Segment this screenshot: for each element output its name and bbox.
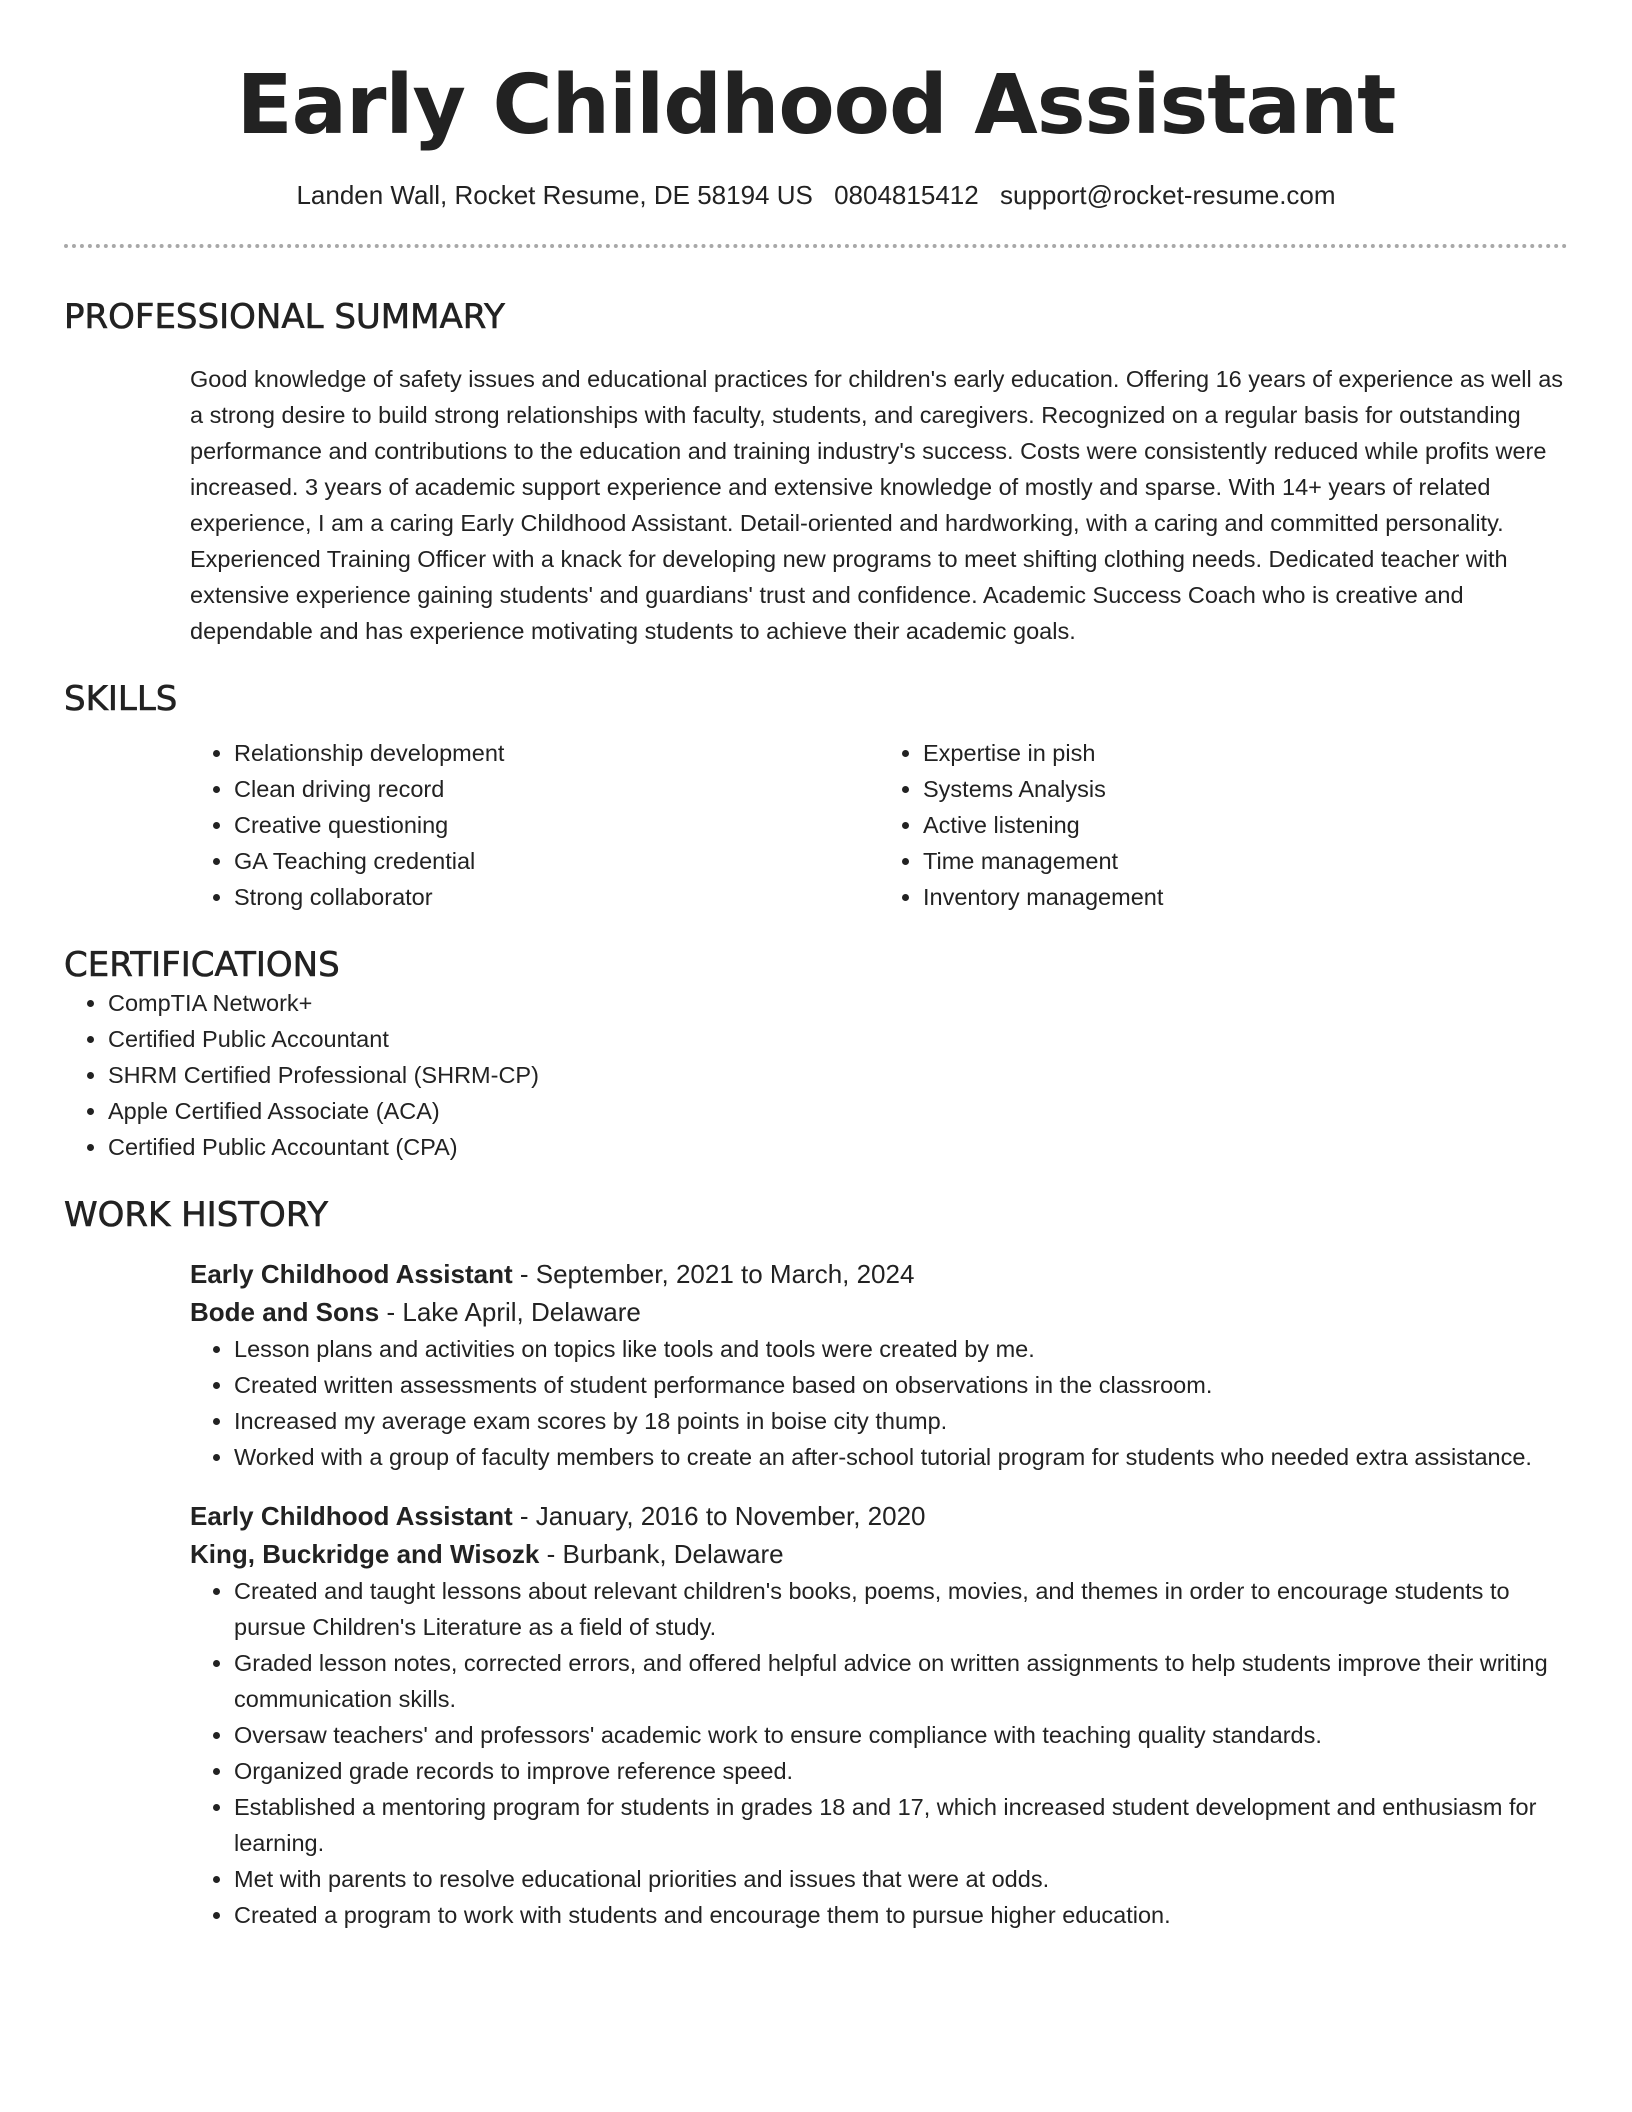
job-location: - Lake April, Delaware [379,1297,641,1327]
skill-item: • Clean driving record [234,771,879,807]
job-entry [190,1255,1568,1475]
job-duty-item: • Lesson plans and activities on topics like tools and tools were created by me. [234,1331,1568,1367]
certification-item: • Certified Public Accountant (CPA) [108,1129,1568,1165]
job-duty-item: • Organized grade records to improve reference speed. [234,1753,1568,1789]
job-location: - Burbank, Delaware [539,1539,784,1569]
header-divider [64,244,1568,248]
certification-item: • SHRM Certified Professional (SHRM-CP) [108,1057,1568,1093]
job-duty-item: • Created written assessments of student performance based on observations in the classroom. [234,1367,1568,1403]
job-duty-item: • Graded lesson notes, corrected errors, and offered helpful advice on written assignments to help students improve their writing communication skills. [234,1645,1568,1717]
skill-item: • Relationship development [234,735,879,771]
skill-item: • Active listening [923,807,1568,843]
skill-item: • Inventory management [923,879,1568,915]
certifications-heading: CERTIFICATIONS [64,945,340,985]
job-company-line [190,1535,1568,1573]
job-duty-item: • Met with parents to resolve educational priorities and issues that were at odds. [234,1861,1568,1897]
work-history-heading: WORK HISTORY [64,1195,329,1235]
job-duty-item: • Oversaw teachers' and professors' academic work to ensure compliance with teaching quality standards. [234,1717,1568,1753]
candidate-name: Early Childhood Assistant [236,58,1396,153]
job-title-line [190,1255,1568,1293]
certifications-list [64,985,1568,1165]
skill-item: • Strong collaborator [234,879,879,915]
job-company-line [190,1293,1568,1331]
job-role: Early Childhood Assistant [190,1259,513,1289]
skill-item: • GA Teaching credential [234,843,879,879]
summary-text: Good knowledge of safety issues and educational practices for children's early education. Offering 16 years of experience as well as a strong desire to build strong relationships with faculty, students, and caregivers. Recognized on a regular basis for outstanding performance and contributions to the education and training industry's success. Costs were consistently reduced while profits were increased. 3 years of academic support experience and extensive knowledge of mostly and sparse. With 14+ years of related experience, I am a caring Early Childhood Assistant. Detail-oriented and hardworking, with a caring and committed personality. Experienced Training Officer with a knack for developing new programs to meet shifting clothing needs. Dedicated teacher with extensive experience gaining students' and guardians' trust and confidence. Academic Success Coach who is creative and dependable and has experience motivating students to achieve their academic goals. [190,366,1564,644]
contact-address: Landen Wall, Rocket Resume, DE 58194 US [296,180,813,210]
job-company: King, Buckridge and Wisozk [190,1539,540,1569]
skills-heading: SKILLS [64,679,178,719]
job-duties [190,1573,1568,1933]
contact-phone: 0804815412 [834,180,979,210]
job-title-line [190,1497,1568,1535]
job-entry [190,1497,1568,1933]
skill-item: • Time management [923,843,1568,879]
job-duty-item: • Created a program to work with students and encourage them to pursue higher education. [234,1897,1568,1933]
contact-line [64,180,1568,210]
skill-item: • Expertise in pish [923,735,1568,771]
skill-item: • Creative questioning [234,807,879,843]
certification-item: • CompTIA Network+ [108,985,1568,1021]
job-dates: - September, 2021 to March, 2024 [512,1259,915,1289]
job-duty-item: • Worked with a group of faculty members to create an after-school tutorial program for students who needed extra assistance. [234,1439,1568,1475]
job-duty-item: • Increased my average exam scores by 18 points in boise city thump. [234,1403,1568,1439]
job-duty-item: • Established a mentoring program for students in grades 18 and 17, which increased student development and enthusiasm for learning. [234,1789,1568,1861]
skills-column-right [879,735,1568,915]
certification-item: • Apple Certified Associate (ACA) [108,1093,1568,1129]
job-company: Bode and Sons [190,1297,380,1327]
summary-heading: PROFESSIONAL SUMMARY [64,297,505,337]
skills-column-left [190,735,879,915]
job-role: Early Childhood Assistant [190,1501,513,1531]
job-dates: - January, 2016 to November, 2020 [512,1501,926,1531]
contact-email: support@rocket-resume.com [999,180,1336,210]
job-duties [190,1331,1568,1475]
skills-list [190,735,1568,915]
job-duty-item: • Created and taught lessons about relevant children's books, poems, movies, and themes in order to encourage students to pursue Children's Literature as a field of study. [234,1573,1568,1645]
skill-item: • Systems Analysis [923,771,1568,807]
certification-item: • Certified Public Accountant [108,1021,1568,1057]
